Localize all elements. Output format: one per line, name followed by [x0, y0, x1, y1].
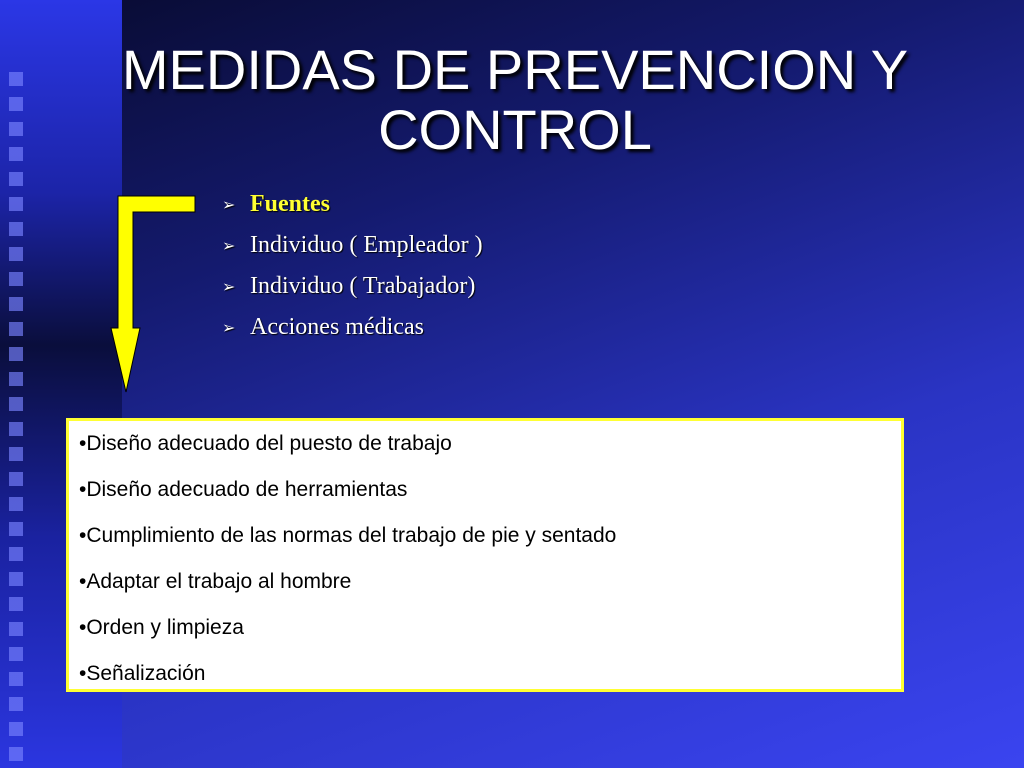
bullet-label: Individuo ( Empleador ): [250, 232, 483, 258]
chevron-right-icon: ➢: [222, 195, 236, 214]
list-item: •Diseño adecuado del puesto de trabajo: [79, 432, 452, 455]
bullet-label: Fuentes: [250, 191, 330, 217]
bullet-item-trabajador: [222, 266, 483, 307]
bullet-item-acciones-medicas: [222, 307, 483, 348]
bullet-label: Acciones médicas: [250, 314, 424, 340]
list-item: •Señalización: [79, 662, 206, 685]
chevron-right-icon: ➢: [222, 277, 236, 296]
bullet-label: Individuo ( Trabajador): [250, 273, 476, 299]
list-item: •Diseño adecuado de herramientas: [79, 478, 408, 501]
chevron-right-icon: ➢: [222, 318, 236, 337]
bullet-list: [222, 184, 483, 348]
bullet-item-empleador: [222, 225, 483, 266]
slide-title: MEDIDAS DE PREVENCION Y CONTROL: [121, 38, 909, 161]
chevron-right-icon: ➢: [222, 236, 236, 255]
down-arrow-icon: [0, 0, 220, 400]
measures-box: [66, 418, 904, 692]
list-item: •Adaptar el trabajo al hombre: [79, 570, 352, 593]
list-item: •Cumplimiento de las normas del trabajo de pie y sentado: [79, 524, 617, 547]
bullet-item-fuentes: [222, 184, 483, 225]
list-item: •Orden y limpieza: [79, 616, 244, 639]
